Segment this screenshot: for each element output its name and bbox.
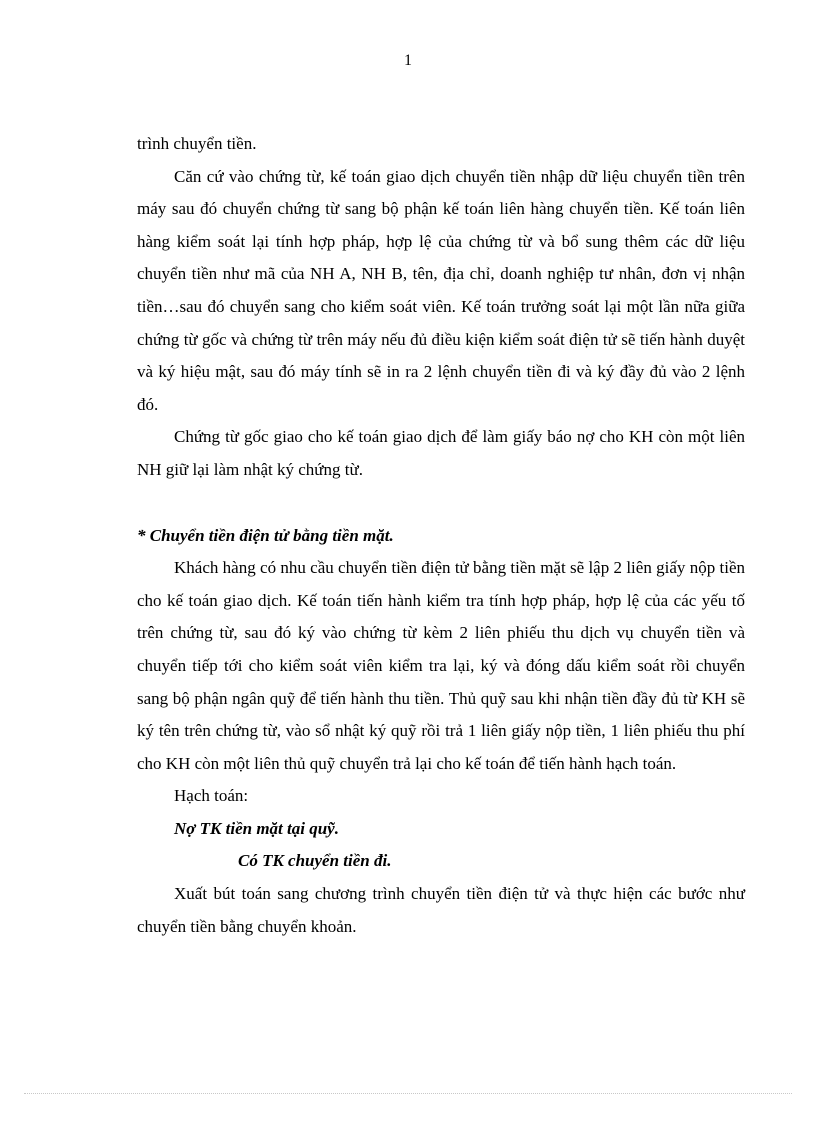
footer-divider: [24, 1093, 792, 1094]
paragraph-accounting-label: Hạch toán:: [174, 786, 249, 806]
paragraph-posting: Xuất bút toán sang chương trình chuyển tiền điện tử và thực hiện các bước như chuyển tiền bằng chuyển khoản.: [137, 884, 745, 936]
section-spacer: [137, 487, 745, 520]
paragraph-electronic-transfer-process: Căn cứ vào chứng từ, kế toán giao dịch chuyển tiền nhập dữ liệu chuyển tiền trên máy sau đó chuyển chứng từ sang bộ phận kế toán liên hàng chuyển tiền. Kế toán liên hàng kiểm soát lại tính hợp pháp, hợp lệ của chứng từ và bổ sung thêm các dữ liệu chuyển tiền như mã của NH A, NH B, tên, địa chỉ, doanh nghiệp tư nhân, đơn vị nhận tiền…sau đó chuyển sang cho kiểm soát viên. Kế toán trưởng soát lại một lần nữa giữa chứng từ gốc và chứng từ trên máy nếu đủ điều kiện kiểm soát điện tử sẽ tiến hành duyệt và ký hiệu mật, sau đó máy tính sẽ in ra 2 lệnh chuyển tiền đi và ký đầy đủ vào 2 lệnh đó.: [137, 166, 745, 414]
page-number: 1: [404, 52, 412, 69]
paragraph-original-documents: Chứng từ gốc giao cho kế toán giao dịch để làm giấy báo nợ cho KH còn một liên NH giữ lại làm nhật ký chứng từ.: [137, 427, 745, 479]
section-heading-cash-transfer: * Chuyển tiền điện tử bằng tiền mặt.: [137, 525, 394, 545]
paragraph-continuation: trình chuyển tiền.: [137, 134, 257, 153]
paragraph-cash-transfer-process: Khách hàng có nhu cầu chuyển tiền điện tử bằng tiền mặt sẽ lập 2 liên giấy nộp tiền cho kế toán giao dịch. Kế toán tiến hành kiểm tra tính hợp pháp, hợp lệ của các yếu tố trên chứng từ, sau đó ký vào chứng từ kèm 2 liên phiếu thu dịch vụ chuyển tiền và chuyển tiếp tới cho kiểm soát viên kiểm tra lại, ký và đóng dấu kiểm soát rồi chuyển sang bộ phận ngân quỹ để tiến hành thu tiền. Thủ quỹ sau khi nhận tiền đầy đủ từ KH sẽ ký tên trên chứng từ, vào sổ nhật ký quỹ rồi trả 1 liên giấy nộp tiền, 1 liên phiếu thu phí cho KH còn một liên thủ quỹ chuyển trả lại cho kế toán để tiến hành hạch toán.: [137, 558, 745, 773]
document-body: [137, 128, 745, 943]
journal-entry-debit: Nợ TK tiền mặt tại quỹ.: [174, 818, 339, 838]
journal-entry-credit: Có TK chuyển tiền đi.: [238, 851, 392, 871]
